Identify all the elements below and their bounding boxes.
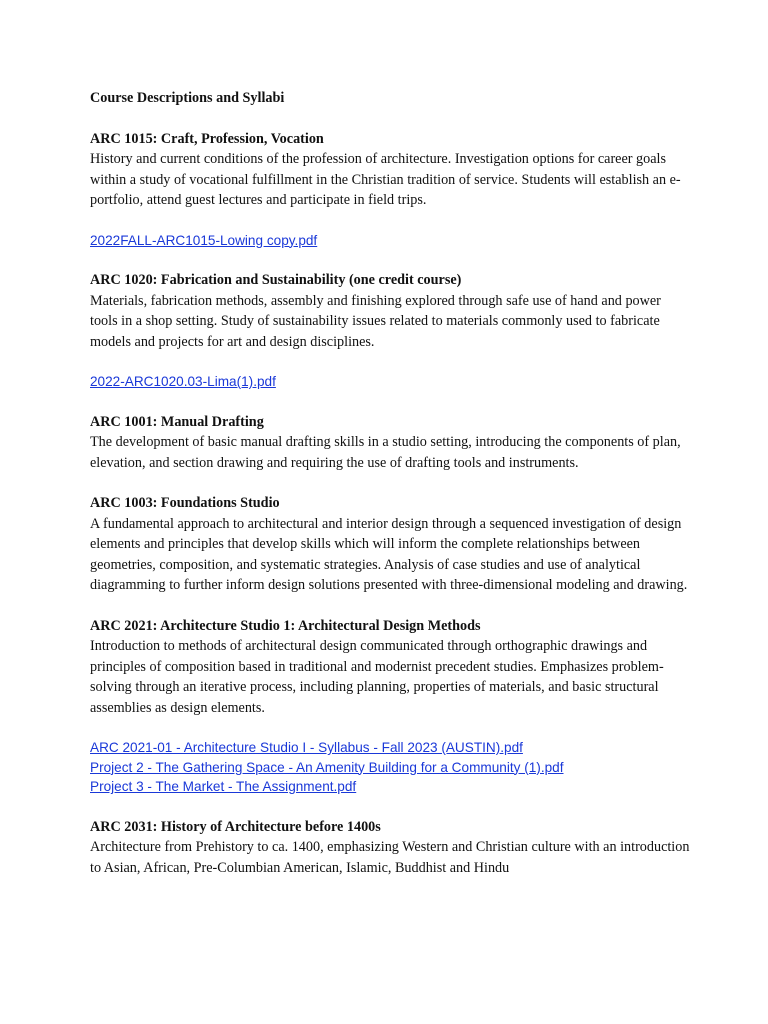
course-section-arc1001 — [90, 412, 690, 474]
syllabus-links-arc2021 — [90, 738, 690, 797]
pdf-link[interactable]: Project 3 - The Market - The Assignment.pdf — [90, 779, 357, 794]
syllabus-links-arc1015 — [90, 231, 690, 251]
course-description: Introduction to methods of architectural design communicated through orthographic drawings and principles of composition based in traditional and modernist precedent studies. Emphasizes problem-solving through an iterative process, including planning, properties of materials, and basic structural assemblies as design elements. — [90, 638, 664, 716]
document-page — [90, 88, 690, 898]
course-description: The development of basic manual drafting skills in a studio setting, introducing the components of plan, elevation, and section drawing and requiring the use of drafting tools and instruments. — [90, 434, 681, 471]
syllabus-links-arc1020 — [90, 372, 690, 392]
course-title: ARC 2021: Architecture Studio 1: Architectural Design Methods — [90, 617, 481, 634]
course-description: History and current conditions of the profession of architecture. Investigation options for career goals within a study of vocational fulfillment in the Christian tradition of service. Students will establish an e-portfolio, attend guest lectures and participate in field trips. — [90, 151, 681, 208]
pdf-link[interactable]: 2022-ARC1020.03-Lima(1).pdf — [90, 374, 276, 389]
course-title: ARC 2031: History of Architecture before 1400s — [90, 818, 381, 835]
course-description: Architecture from Prehistory to ca. 1400, emphasizing Western and Christian culture with an introduction to Asian, African, Pre-Columbian American, Islamic, Buddhist and Hindu — [90, 839, 690, 876]
course-title: ARC 1015: Craft, Profession, Vocation — [90, 130, 324, 147]
pdf-link[interactable]: ARC 2021-01 - Architecture Studio I - Syllabus - Fall 2023 (AUSTIN).pdf — [90, 740, 523, 755]
course-title: ARC 1001: Manual Drafting — [90, 413, 264, 430]
course-section-arc2021 — [90, 616, 690, 719]
page-title: Course Descriptions and Syllabi — [90, 90, 285, 106]
course-description: Materials, fabrication methods, assembly and finishing explored through safe use of hand and power tools in a shop setting. Study of sustainability issues related to materials commonly used to fabricate models and projects for art and design disciplines. — [90, 292, 661, 350]
course-title: ARC 1020: Fabrication and Sustainability (one credit course) — [90, 272, 462, 288]
course-section-arc1003 — [90, 493, 690, 596]
course-title: ARC 1003: Foundations Studio — [90, 495, 280, 511]
course-section-arc1020 — [90, 270, 690, 352]
course-section-arc1015 — [90, 129, 690, 211]
pdf-link[interactable]: 2022FALL-ARC1015-Lowing copy.pdf — [90, 232, 318, 248]
pdf-link[interactable]: Project 2 - The Gathering Space - An Amenity Building for a Community (1).pdf — [90, 759, 564, 775]
course-description: A fundamental approach to architectural and interior design through a sequenced investigation of design elements and principles that develop skills which will inform the complete relationships between geometries, composition, and systematic strategies. Analysis of case studies and use of analytical diagramming to further inform design solutions presented with three-dimensional modeling and drawing. — [90, 515, 688, 593]
course-section-arc2031 — [90, 817, 690, 879]
